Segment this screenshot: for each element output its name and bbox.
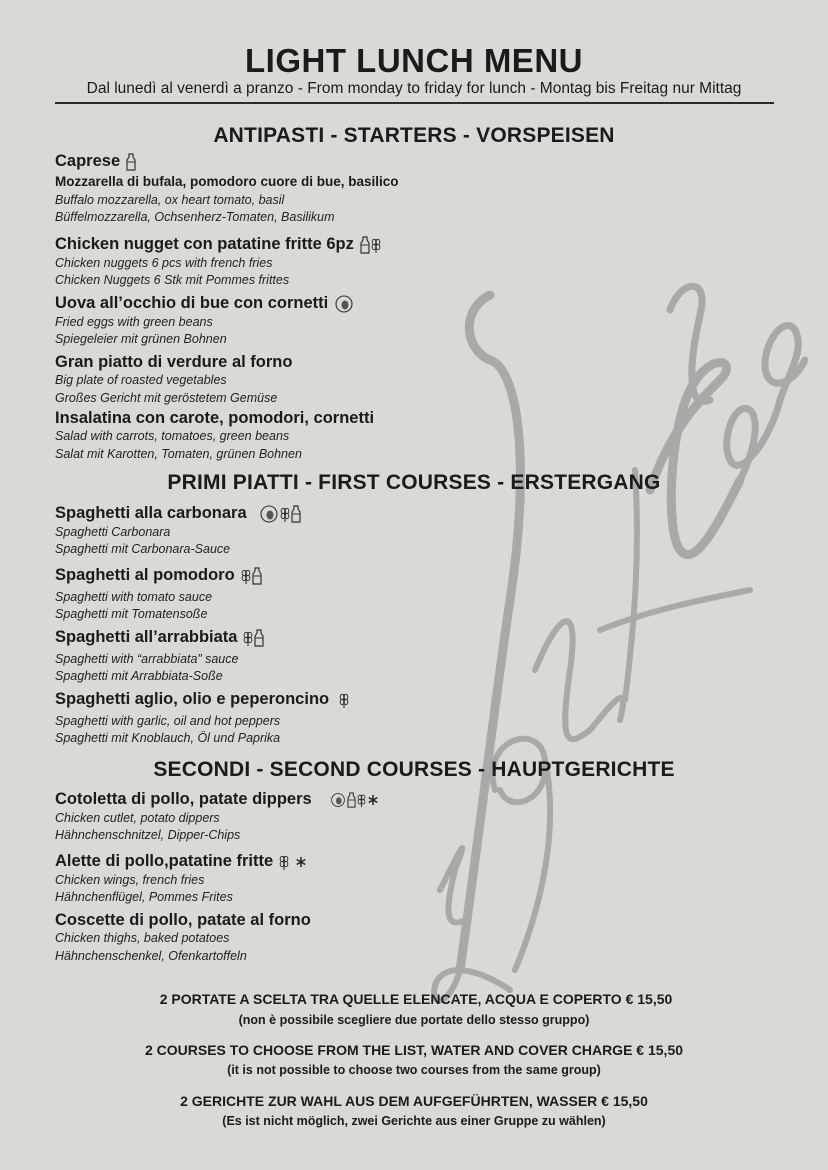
item-line-de: Büffelmozzarella, Ochsenherz-Tomaten, Basilikum	[55, 210, 335, 225]
menu-item-coscette	[55, 910, 755, 965]
item-line-en: Chicken cutlet, potato dippers	[55, 810, 220, 825]
item-line-de: Hähnchenschenkel, Ofenkartoffeln	[55, 948, 247, 963]
gluten-icon	[241, 567, 251, 585]
menu-item-carbonara	[55, 503, 755, 559]
item-line-de: Chicken Nuggets 6 Stk mit Pommes frittes	[55, 273, 290, 288]
item-description: Mozzarella di bufala, pomodoro cuore di bue, basilico	[55, 173, 399, 189]
item-name: Gran piatto di verdure al forno	[55, 353, 293, 371]
menu-item-insalatina	[55, 408, 755, 463]
item-line-de: Spaghetti mit Knoblauch, Öl und Paprika	[55, 731, 281, 746]
item-name: Spaghetti al pomodoro	[55, 566, 235, 584]
allergen-icons	[279, 852, 309, 872]
footer-offer-de: 2 GERICHTE ZUR WAHL AUS DEM AUFGEFÜHRTEN, WASSER € 15,50	[180, 1093, 648, 1109]
frozen-icon	[294, 854, 308, 870]
menu-item-chicken-nugget	[55, 234, 755, 290]
item-line-en: Chicken thighs, baked potatoes	[55, 931, 230, 945]
section-title-primi: PRIMI PIATTI - FIRST COURSES - ERSTERGANG	[167, 471, 661, 494]
section-title-secondi: SECONDI - SECOND COURSES - HAUPTGERICHTE	[153, 758, 675, 781]
menu-item-cotoletta	[55, 789, 755, 845]
milk-icon	[254, 629, 264, 647]
egg-icon	[330, 792, 346, 808]
menu-item-pomodoro	[55, 565, 755, 624]
allergen-icons	[243, 628, 265, 648]
gluten-icon	[371, 236, 381, 254]
allergen-icons	[259, 504, 302, 524]
item-line-de: Spaghetti mit Arrabbiata-Soße	[55, 669, 223, 684]
item-name: Insalatina con carote, pomodori, cornetti	[55, 409, 375, 427]
item-line-de: Hähnchenschnitzel, Dipper-Chips	[55, 828, 241, 843]
gluten-icon	[339, 691, 349, 709]
egg-icon	[334, 295, 354, 313]
allergen-icons	[126, 152, 137, 172]
allergen-icons	[334, 294, 355, 314]
footer-note-en: (it is not possible to choose two courses from the same group)	[227, 1063, 601, 1077]
item-line-en: Spaghetti Carbonara	[55, 524, 171, 539]
milk-icon	[347, 792, 356, 808]
footer-offer-it: 2 PORTATE A SCELTA TRA QUELLE ELENCATE, ACQUA E COPERTO € 15,50	[159, 991, 673, 1007]
menu-item-uova	[55, 293, 755, 349]
item-name: Alette di pollo,patatine fritte	[55, 852, 274, 870]
item-line-en: Chicken wings, french fries	[55, 872, 205, 887]
section-title-antipasti: ANTIPASTI - STARTERS - VORSPEISEN	[213, 124, 615, 147]
item-line-de: Spaghetti mit Tomatensoße	[55, 607, 208, 622]
milk-icon	[252, 567, 262, 585]
footer-offer-en: 2 COURSES TO CHOOSE FROM THE LIST, WATER AND COVER CHARGE € 15,50	[144, 1042, 684, 1058]
item-line-en: Fried eggs with green beans	[55, 314, 213, 329]
allergen-icons	[330, 790, 380, 810]
item-line-de: Spaghetti mit Carbonara-Sauce	[55, 542, 231, 557]
item-line-de: Salat mit Karotten, Tomaten, grünen Bohnen	[55, 446, 302, 461]
item-line-en: Chicken nuggets 6 pcs with french fries	[55, 255, 273, 270]
item-line-en: Big plate of roasted vegetables	[55, 373, 227, 387]
menu-item-caprese	[55, 151, 755, 227]
footer-note-it: (non è possibile scegliere due portate dello stesso gruppo)	[238, 1013, 590, 1027]
item-line-de: Großes Gericht mit geröstetem Gemüse	[55, 390, 278, 405]
item-name: Uova all’occhio di bue con cornetti	[55, 294, 329, 312]
gluten-icon	[243, 629, 253, 647]
gluten-icon	[279, 853, 289, 871]
menu-item-verdure	[55, 352, 755, 407]
gluten-icon	[357, 792, 366, 808]
item-line-en: Spaghetti with garlic, oil and hot peppers	[55, 713, 281, 728]
menu-title: LIGHT LUNCH MENU	[245, 42, 583, 79]
item-name: Coscette di pollo, patate al forno	[55, 911, 311, 929]
frozen-icon	[367, 792, 379, 808]
egg-icon	[259, 505, 279, 523]
item-name: Spaghetti aglio, olio e peperoncino	[55, 690, 330, 708]
menu-subtitle: Dal lunedì al venerdì a pranzo - From monday to friday for lunch - Montag bis Freitag nur Mittag	[86, 80, 742, 97]
milk-icon	[126, 153, 136, 171]
item-line-en: Spaghetti with tomato sauce	[55, 589, 213, 604]
allergen-icons	[241, 566, 263, 586]
item-name: Chicken nugget con patatine fritte 6pz	[55, 235, 354, 253]
milk-icon	[291, 505, 301, 523]
item-name: Caprese	[55, 152, 121, 170]
item-line-en: Spaghetti with “arrabbiata” sauce	[55, 651, 239, 666]
header-divider	[55, 102, 774, 104]
milk-icon	[360, 236, 370, 254]
item-name: Cotoletta di pollo, patate dippers	[55, 790, 312, 808]
item-name: Spaghetti all’arrabbiata	[55, 628, 238, 646]
footer-note-de: (Es ist nicht möglich, zwei Gerichte aus einer Gruppe zu wählen)	[222, 1114, 606, 1128]
item-line-en: Buffalo mozzarella, ox heart tomato, basil	[55, 192, 285, 207]
item-line-en: Salad with carrots, tomatoes, green beans	[55, 429, 290, 443]
allergen-icons	[360, 235, 382, 255]
menu-item-aglio-olio	[55, 689, 755, 748]
gluten-icon	[280, 505, 290, 523]
item-line-de: Spiegeleier mit grünen Bohnen	[55, 332, 227, 347]
allergen-icons	[339, 690, 350, 710]
item-name: Spaghetti alla carbonara	[55, 504, 247, 522]
menu-item-arrabbiata	[55, 627, 755, 686]
menu-item-alette	[55, 851, 755, 907]
item-line-de: Hähnchenflügel, Pommes Frites	[55, 890, 233, 905]
